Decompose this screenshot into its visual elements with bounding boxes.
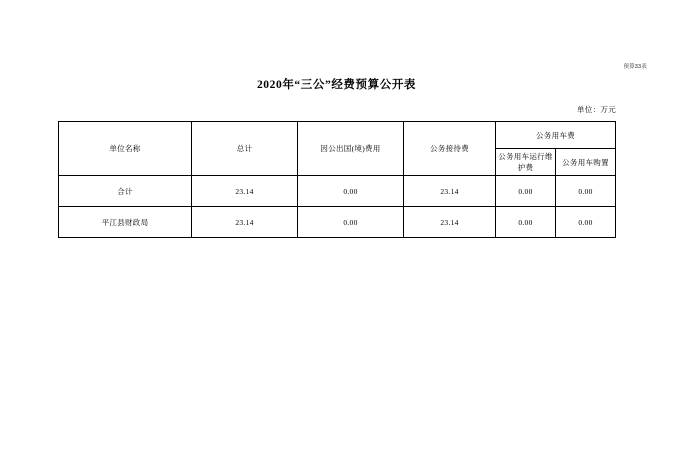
page-title: 2020年“三公”经费预算公开表 [256,79,417,91]
column-header-vehicle-purchase: 公务用车购置 [556,149,616,176]
column-header-unit-name: 单位名称 [59,122,192,176]
cell-abroad: 0.00 [298,207,404,238]
column-header-total: 总计 [192,122,298,176]
cell-reception: 23.14 [404,207,496,238]
cell-unit-name: 合计 [59,176,192,207]
cell-unit-name: 平江县财政局 [59,207,192,238]
cell-total: 23.14 [192,176,298,207]
column-header-reception: 公务接待费 [404,122,496,176]
table-header-row-main [59,122,616,149]
form-code-note: 预算33表 [623,64,647,70]
cell-vehicle-operation: 0.00 [496,176,556,207]
cell-reception: 23.14 [404,176,496,207]
column-header-vehicle-group: 公务用车费 [496,122,616,149]
column-header-abroad: 因公出国(境)费用 [298,122,404,176]
budget-table [58,121,616,238]
table-row [59,207,616,238]
column-header-vehicle-operation: 公务用车运行维护费 [496,149,556,176]
cell-total: 23.14 [192,207,298,238]
cell-vehicle-purchase: 0.00 [556,176,616,207]
table-row [59,176,616,207]
cell-vehicle-purchase: 0.00 [556,207,616,238]
unit-of-measure-note: 单位：万元 [577,105,616,114]
cell-vehicle-operation: 0.00 [496,207,556,238]
cell-abroad: 0.00 [298,176,404,207]
